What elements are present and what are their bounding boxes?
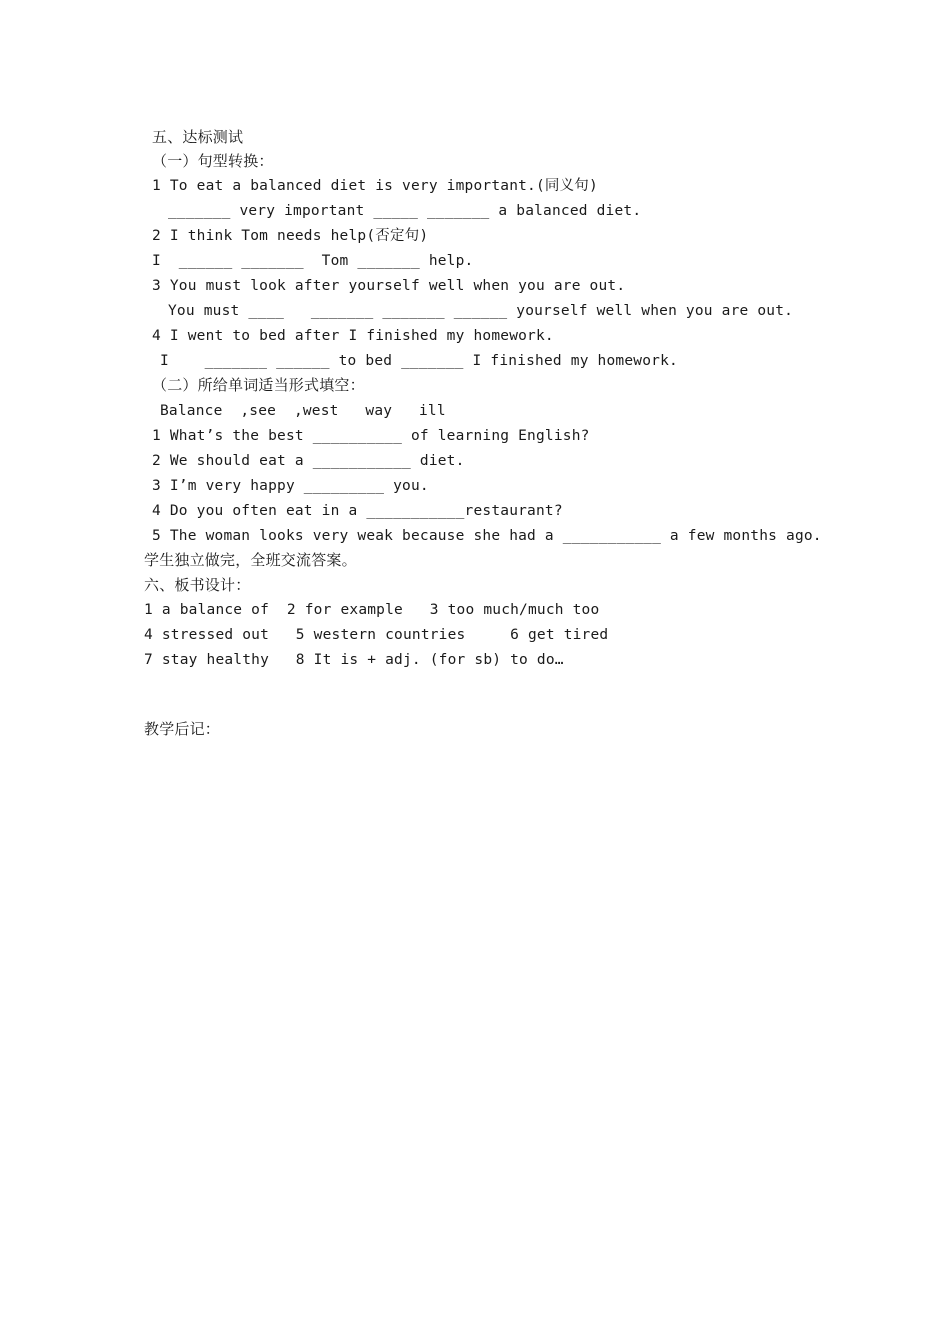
exercise-4-question: 4 I went to bed after I finished my homework. [152, 328, 554, 344]
section-6-heading: 六、板书设计： [144, 576, 251, 594]
fill-blank-5: 5 The woman looks very weak because she had a ___________ a few months ago. [152, 528, 822, 544]
fill-blank-3: 3 I’m very happy _________ you. [152, 478, 429, 494]
word-bank: Balance ,see ,west way ill [160, 403, 446, 419]
exercise-2-question: 2 I think Tom needs help(否定句) [152, 228, 429, 244]
part-2-heading: （二）所给单词适当形式填空： [152, 376, 365, 394]
exercise-3-answer: You must ____ _______ _______ ______ yourself well when you are out. [168, 303, 794, 319]
exercise-2-answer: I ______ _______ Tom _______ help. [152, 253, 474, 269]
exercise-3-question: 3 You must look after yourself well when you are out. [152, 278, 626, 294]
board-row-1: 1 a balance of 2 for example 3 too much/much too [144, 602, 600, 618]
board-row-2: 4 stressed out 5 western countries 6 get tired [144, 627, 609, 643]
exercise-1-question: 1 To eat a balanced diet is very important.(同义句) [152, 178, 598, 194]
fill-blank-4: 4 Do you often eat in a ___________restaurant? [152, 503, 563, 519]
board-row-3: 7 stay healthy 8 It is + adj. (for sb) to do… [144, 652, 564, 668]
teaching-postscript: 教学后记： [144, 720, 221, 738]
part-1-heading: （一）句型转换： [152, 152, 274, 170]
class-note: 学生独立做完，全班交流答案。 [144, 551, 357, 569]
section-5-heading: 五、达标测试 [152, 128, 244, 146]
exercise-1-answer: _______ very important _____ _______ a balanced diet. [168, 203, 642, 219]
fill-blank-1: 1 What’s the best __________ of learning English? [152, 428, 590, 444]
fill-blank-2: 2 We should eat a ___________ diet. [152, 453, 465, 469]
exercise-4-answer: I _______ ______ to bed _______ I finished my homework. [160, 353, 678, 369]
